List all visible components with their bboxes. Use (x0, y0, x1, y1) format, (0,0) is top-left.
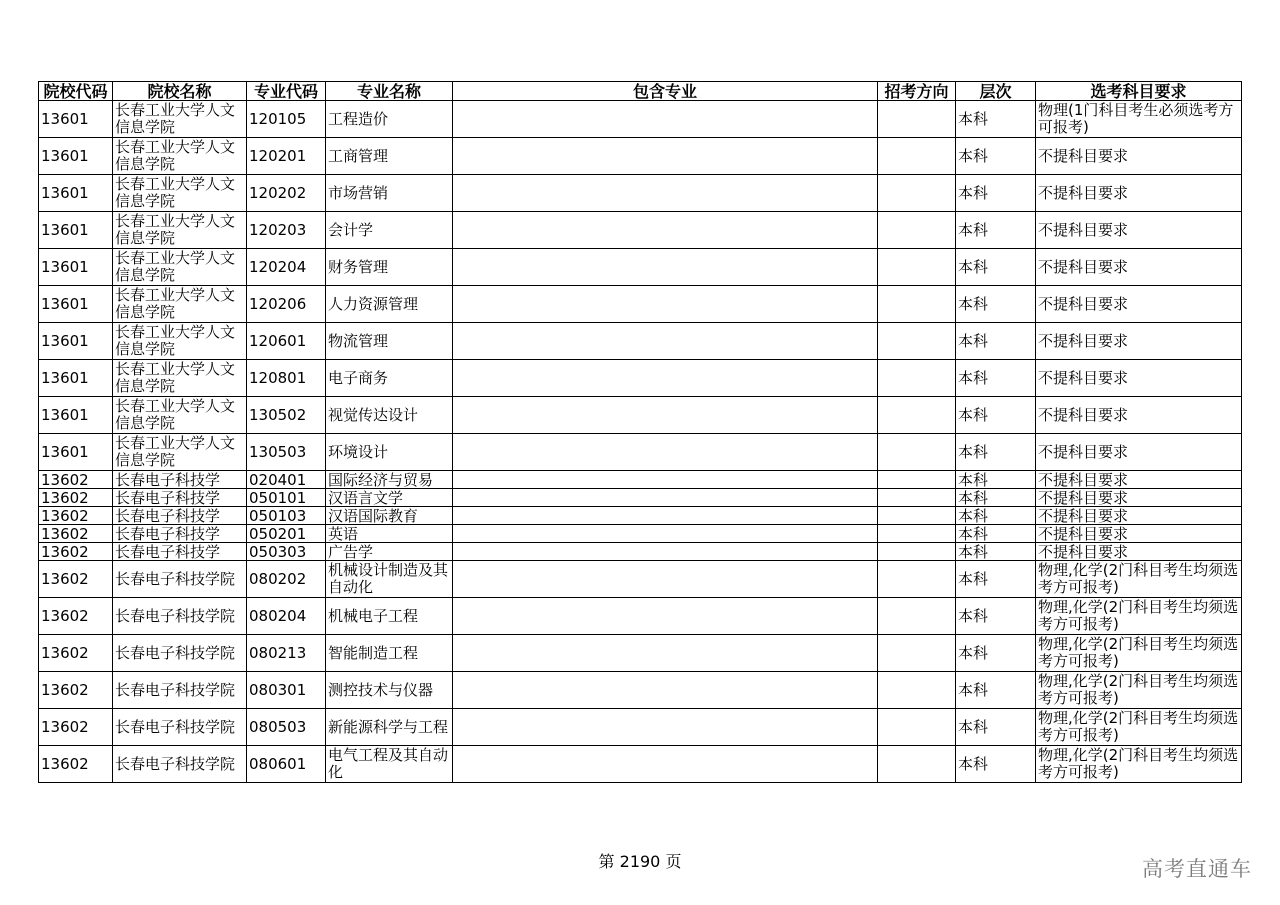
major-code-cell: 120201 (247, 138, 326, 175)
school-code-cell: 13602 (39, 543, 113, 561)
subject-requirements-cell: 不提科目要求 (1036, 489, 1242, 507)
level-cell: 本科 (956, 672, 1036, 709)
included-majors-cell (453, 507, 878, 525)
table-row (39, 709, 1242, 746)
watermark: 高考直通车 (1142, 857, 1252, 881)
school-code-cell: 13602 (39, 746, 113, 783)
subject-requirements-cell: 不提科目要求 (1036, 471, 1242, 489)
major-name-cell: 英语 (326, 525, 453, 543)
subject-requirements-cell: 不提科目要求 (1036, 434, 1242, 471)
table-row (39, 249, 1242, 286)
header-school-name: 院校名称 (113, 82, 247, 101)
school-code-cell: 13602 (39, 561, 113, 598)
subject-requirements-cell: 不提科目要求 (1036, 249, 1242, 286)
major-code-cell: 120202 (247, 175, 326, 212)
school-code-cell: 13601 (39, 323, 113, 360)
school-code-cell: 13601 (39, 360, 113, 397)
direction-cell (878, 635, 956, 672)
table-row (39, 286, 1242, 323)
direction-cell (878, 709, 956, 746)
major-name-cell: 环境设计 (326, 434, 453, 471)
included-majors-cell (453, 434, 878, 471)
included-majors-cell (453, 286, 878, 323)
direction-cell (878, 543, 956, 561)
major-code-cell: 020401 (247, 471, 326, 489)
admissions-table (38, 81, 1242, 783)
subject-requirements-cell: 不提科目要求 (1036, 286, 1242, 323)
table-row (39, 101, 1242, 138)
header-level: 层次 (956, 82, 1036, 101)
school-code-cell: 13602 (39, 709, 113, 746)
major-name-cell: 汉语国际教育 (326, 507, 453, 525)
school-code-cell: 13602 (39, 635, 113, 672)
level-cell: 本科 (956, 489, 1036, 507)
major-code-cell: 050101 (247, 489, 326, 507)
level-cell: 本科 (956, 471, 1036, 489)
major-code-cell: 120801 (247, 360, 326, 397)
major-code-cell: 130503 (247, 434, 326, 471)
table-row (39, 212, 1242, 249)
major-code-cell: 080204 (247, 598, 326, 635)
major-name-cell: 电子商务 (326, 360, 453, 397)
level-cell: 本科 (956, 746, 1036, 783)
table-row (39, 138, 1242, 175)
included-majors-cell (453, 635, 878, 672)
school-code-cell: 13602 (39, 672, 113, 709)
subject-requirements-cell: 物理,化学(2门科目考生均须选考方可报考) (1036, 561, 1242, 598)
subject-requirements-cell: 物理(1门科目考生必须选考方可报考) (1036, 101, 1242, 138)
included-majors-cell (453, 543, 878, 561)
subject-requirements-cell: 物理,化学(2门科目考生均须选考方可报考) (1036, 709, 1242, 746)
subject-requirements-cell: 物理,化学(2门科目考生均须选考方可报考) (1036, 746, 1242, 783)
school-code-cell: 13601 (39, 434, 113, 471)
included-majors-cell (453, 598, 878, 635)
subject-requirements-cell: 物理,化学(2门科目考生均须选考方可报考) (1036, 672, 1242, 709)
direction-cell (878, 323, 956, 360)
direction-cell (878, 249, 956, 286)
major-code-cell: 050201 (247, 525, 326, 543)
school-name-cell: 长春工业大学人文信息学院 (113, 360, 247, 397)
header-school-code: 院校代码 (39, 82, 113, 101)
school-name-cell: 长春工业大学人文信息学院 (113, 249, 247, 286)
table-row (39, 635, 1242, 672)
header-included-majors: 包含专业 (453, 82, 878, 101)
major-name-cell: 汉语言文学 (326, 489, 453, 507)
major-name-cell: 新能源科学与工程 (326, 709, 453, 746)
major-code-cell: 050103 (247, 507, 326, 525)
table-header-row (39, 82, 1242, 101)
major-code-cell: 080213 (247, 635, 326, 672)
major-name-cell: 广告学 (326, 543, 453, 561)
table-row (39, 323, 1242, 360)
table-row (39, 746, 1242, 783)
major-code-cell: 120206 (247, 286, 326, 323)
included-majors-cell (453, 672, 878, 709)
level-cell: 本科 (956, 360, 1036, 397)
school-name-cell: 长春电子科技学院 (113, 561, 247, 598)
direction-cell (878, 507, 956, 525)
subject-requirements-cell: 物理,化学(2门科目考生均须选考方可报考) (1036, 598, 1242, 635)
school-name-cell: 长春工业大学人文信息学院 (113, 397, 247, 434)
included-majors-cell (453, 212, 878, 249)
level-cell: 本科 (956, 525, 1036, 543)
table-row (39, 489, 1242, 507)
major-name-cell: 工商管理 (326, 138, 453, 175)
school-name-cell: 长春工业大学人文信息学院 (113, 323, 247, 360)
header-major-code: 专业代码 (247, 82, 326, 101)
level-cell: 本科 (956, 598, 1036, 635)
major-code-cell: 120601 (247, 323, 326, 360)
header-major-name: 专业名称 (326, 82, 453, 101)
subject-requirements-cell: 不提科目要求 (1036, 507, 1242, 525)
direction-cell (878, 598, 956, 635)
level-cell: 本科 (956, 397, 1036, 434)
table-row (39, 598, 1242, 635)
level-cell: 本科 (956, 175, 1036, 212)
table-body (39, 101, 1242, 783)
major-name-cell: 工程造价 (326, 101, 453, 138)
table-row (39, 360, 1242, 397)
level-cell: 本科 (956, 635, 1036, 672)
table-row (39, 471, 1242, 489)
major-name-cell: 财务管理 (326, 249, 453, 286)
included-majors-cell (453, 360, 878, 397)
school-code-cell: 13601 (39, 175, 113, 212)
major-code-cell: 080503 (247, 709, 326, 746)
school-code-cell: 13601 (39, 138, 113, 175)
direction-cell (878, 212, 956, 249)
level-cell: 本科 (956, 561, 1036, 598)
school-code-cell: 13601 (39, 286, 113, 323)
school-code-cell: 13602 (39, 525, 113, 543)
major-name-cell: 测控技术与仪器 (326, 672, 453, 709)
direction-cell (878, 175, 956, 212)
school-name-cell: 长春工业大学人文信息学院 (113, 175, 247, 212)
major-code-cell: 120203 (247, 212, 326, 249)
level-cell: 本科 (956, 709, 1036, 746)
school-code-cell: 13602 (39, 507, 113, 525)
major-code-cell: 130502 (247, 397, 326, 434)
included-majors-cell (453, 175, 878, 212)
school-name-cell: 长春电子科技学院 (113, 746, 247, 783)
major-code-cell: 050303 (247, 543, 326, 561)
level-cell: 本科 (956, 323, 1036, 360)
major-name-cell: 机械设计制造及其自动化 (326, 561, 453, 598)
school-name-cell: 长春电子科技学 (113, 525, 247, 543)
included-majors-cell (453, 101, 878, 138)
table-row (39, 525, 1242, 543)
school-name-cell: 长春电子科技学 (113, 543, 247, 561)
school-name-cell: 长春电子科技学院 (113, 709, 247, 746)
page-number: 第 2190 页 (598, 852, 682, 871)
direction-cell (878, 471, 956, 489)
school-name-cell: 长春工业大学人文信息学院 (113, 286, 247, 323)
major-name-cell: 国际经济与贸易 (326, 471, 453, 489)
school-code-cell: 13602 (39, 471, 113, 489)
direction-cell (878, 525, 956, 543)
level-cell: 本科 (956, 507, 1036, 525)
header-subject-requirements: 选考科目要求 (1036, 82, 1242, 101)
school-name-cell: 长春电子科技学院 (113, 598, 247, 635)
major-code-cell: 080601 (247, 746, 326, 783)
level-cell: 本科 (956, 212, 1036, 249)
included-majors-cell (453, 746, 878, 783)
school-code-cell: 13601 (39, 101, 113, 138)
table-row (39, 507, 1242, 525)
school-name-cell: 长春工业大学人文信息学院 (113, 138, 247, 175)
school-code-cell: 13601 (39, 212, 113, 249)
major-code-cell: 080202 (247, 561, 326, 598)
included-majors-cell (453, 323, 878, 360)
table-row (39, 672, 1242, 709)
major-name-cell: 视觉传达设计 (326, 397, 453, 434)
direction-cell (878, 138, 956, 175)
major-name-cell: 会计学 (326, 212, 453, 249)
major-name-cell: 机械电子工程 (326, 598, 453, 635)
direction-cell (878, 489, 956, 507)
school-name-cell: 长春工业大学人文信息学院 (113, 101, 247, 138)
direction-cell (878, 360, 956, 397)
school-name-cell: 长春电子科技学 (113, 471, 247, 489)
level-cell: 本科 (956, 249, 1036, 286)
header-direction: 招考方向 (878, 82, 956, 101)
subject-requirements-cell: 不提科目要求 (1036, 323, 1242, 360)
level-cell: 本科 (956, 434, 1036, 471)
level-cell: 本科 (956, 286, 1036, 323)
direction-cell (878, 397, 956, 434)
included-majors-cell (453, 138, 878, 175)
table-row (39, 175, 1242, 212)
table-row (39, 543, 1242, 561)
major-code-cell: 120204 (247, 249, 326, 286)
direction-cell (878, 286, 956, 323)
school-name-cell: 长春工业大学人文信息学院 (113, 434, 247, 471)
direction-cell (878, 561, 956, 598)
school-name-cell: 长春电子科技学 (113, 489, 247, 507)
subject-requirements-cell: 不提科目要求 (1036, 360, 1242, 397)
subject-requirements-cell: 不提科目要求 (1036, 397, 1242, 434)
direction-cell (878, 101, 956, 138)
direction-cell (878, 746, 956, 783)
subject-requirements-cell: 不提科目要求 (1036, 212, 1242, 249)
included-majors-cell (453, 489, 878, 507)
major-name-cell: 智能制造工程 (326, 635, 453, 672)
included-majors-cell (453, 709, 878, 746)
subject-requirements-cell: 物理,化学(2门科目考生均须选考方可报考) (1036, 635, 1242, 672)
included-majors-cell (453, 471, 878, 489)
school-name-cell: 长春电子科技学院 (113, 635, 247, 672)
major-name-cell: 市场营销 (326, 175, 453, 212)
school-code-cell: 13601 (39, 397, 113, 434)
included-majors-cell (453, 397, 878, 434)
school-code-cell: 13602 (39, 489, 113, 507)
subject-requirements-cell: 不提科目要求 (1036, 138, 1242, 175)
school-name-cell: 长春工业大学人文信息学院 (113, 212, 247, 249)
direction-cell (878, 672, 956, 709)
school-code-cell: 13602 (39, 598, 113, 635)
direction-cell (878, 434, 956, 471)
major-code-cell: 120105 (247, 101, 326, 138)
school-code-cell: 13601 (39, 249, 113, 286)
table-row (39, 561, 1242, 598)
level-cell: 本科 (956, 138, 1036, 175)
included-majors-cell (453, 525, 878, 543)
subject-requirements-cell: 不提科目要求 (1036, 543, 1242, 561)
major-name-cell: 电气工程及其自动化 (326, 746, 453, 783)
subject-requirements-cell: 不提科目要求 (1036, 175, 1242, 212)
major-name-cell: 物流管理 (326, 323, 453, 360)
included-majors-cell (453, 249, 878, 286)
table-row (39, 397, 1242, 434)
school-name-cell: 长春电子科技学院 (113, 672, 247, 709)
school-name-cell: 长春电子科技学 (113, 507, 247, 525)
level-cell: 本科 (956, 101, 1036, 138)
major-code-cell: 080301 (247, 672, 326, 709)
level-cell: 本科 (956, 543, 1036, 561)
subject-requirements-cell: 不提科目要求 (1036, 525, 1242, 543)
table-row (39, 434, 1242, 471)
major-name-cell: 人力资源管理 (326, 286, 453, 323)
included-majors-cell (453, 561, 878, 598)
